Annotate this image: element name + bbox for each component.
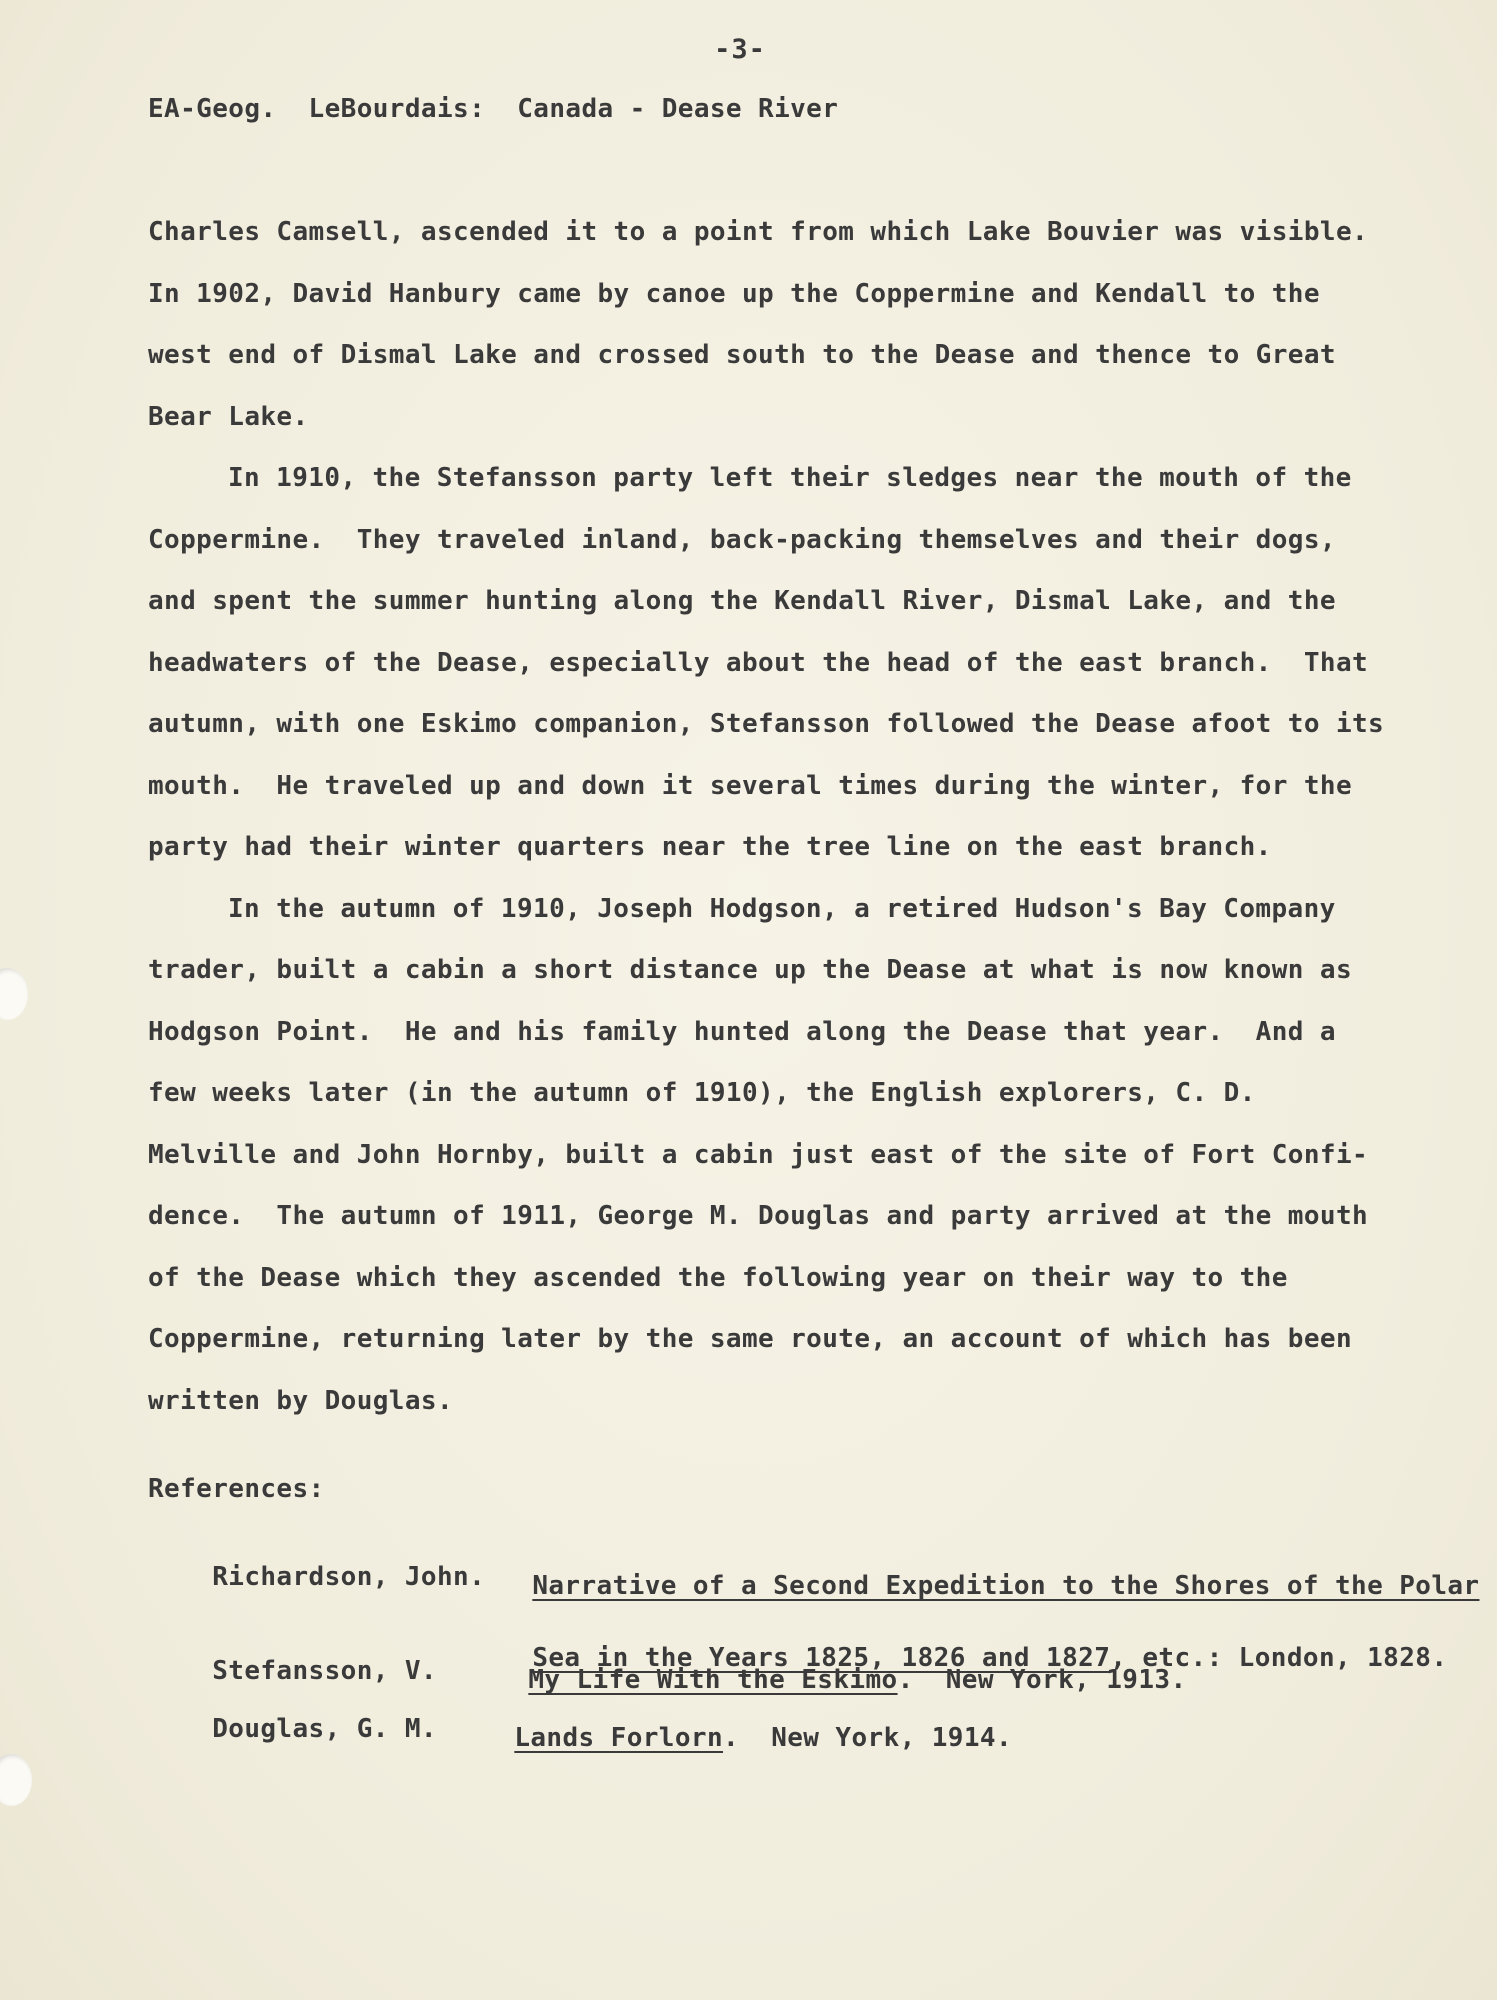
paragraph <box>148 458 1385 889</box>
text-line: dence. The autumn of 1911, George M. Douglas and party arrived at the mouth <box>148 1201 1369 1231</box>
text-line: west end of Dismal Lake and crossed south to the Dease and thence to Great <box>148 340 1336 370</box>
paragraph <box>148 212 1369 458</box>
reference-author: Richardson, John. <box>212 1562 486 1592</box>
reference-item <box>148 1684 1012 1804</box>
text-line: Coppermine. They traveled inland, back-packing themselves and their dogs, <box>148 524 1336 555</box>
page-number: -3- <box>714 34 766 65</box>
text-line: and spent the summer hunting along the Kendall River, Dismal Lake, and the <box>148 586 1336 616</box>
reference-publication: . New York, 1913. <box>897 1665 1187 1695</box>
page-header: EA-Geog. LeBourdais: Canada - Dease River <box>148 94 839 124</box>
references-heading: References: <box>148 1474 325 1504</box>
reference-title: Sea in the Years 1825, 1826 and 1827 <box>532 1643 1111 1673</box>
text-line: few weeks later (in the autumn of 1910), the English explorers, C. D. <box>148 1078 1256 1108</box>
reference-title: My Life With the Eskimo <box>528 1665 898 1695</box>
text-line: trader, built a cabin a short distance up the Dease at what is now known as <box>148 955 1352 985</box>
text-line: In 1902, David Hanbury came by canoe up the Coppermine and Kendall to the <box>148 278 1320 309</box>
reference-author: Stefansson, V. <box>212 1656 437 1686</box>
reference-work <box>418 1684 1012 1792</box>
punch-hole <box>0 1754 32 1806</box>
text-line: mouth. He traveled up and down it several times during the winter, for the <box>148 770 1352 801</box>
text-line: headwaters of the Dease, especially about the head of the east branch. That <box>148 647 1369 678</box>
reference-title: Lands Forlorn <box>514 1723 724 1753</box>
text-line: Melville and John Hornby, built a cabin just east of the site of Fort Confi- <box>148 1139 1369 1170</box>
text-line: Hodgson Point. He and his family hunted along the Dease that year. And a <box>148 1016 1336 1047</box>
paragraph <box>148 889 1369 1443</box>
text-line: In the autumn of 1910, Joseph Hodgson, a retired Hudson's Bay Company <box>228 893 1336 924</box>
text-line: Coppermine, returning later by the same route, an account of which has been <box>148 1324 1352 1354</box>
text-line: Bear Lake. <box>148 401 309 432</box>
reference-publication: , etc.: London, 1828. <box>1110 1643 1448 1673</box>
reference-author: Douglas, G. M. <box>212 1714 437 1744</box>
text-line: autumn, with one Eskimo companion, Stefansson followed the Dease afoot to its <box>148 709 1385 739</box>
text-line: party had their winter quarters near the tree line on the east branch. <box>148 832 1272 862</box>
text-line: written by Douglas. <box>148 1385 454 1416</box>
body-text <box>148 212 1385 1442</box>
text-line: Charles Camsell, ascended it to a point from which Lake Bouvier was visible. <box>148 217 1369 247</box>
reference-title: Narrative of a Second Expedition to the Shores of the Polar <box>532 1571 1480 1601</box>
punch-hole <box>0 968 28 1020</box>
text-line: of the Dease which they ascended the following year on their way to the <box>148 1262 1288 1293</box>
text-line: In 1910, the Stefansson party left their sledges near the mouth of the <box>228 463 1352 493</box>
reference-publication: . New York, 1914. <box>723 1723 1012 1753</box>
